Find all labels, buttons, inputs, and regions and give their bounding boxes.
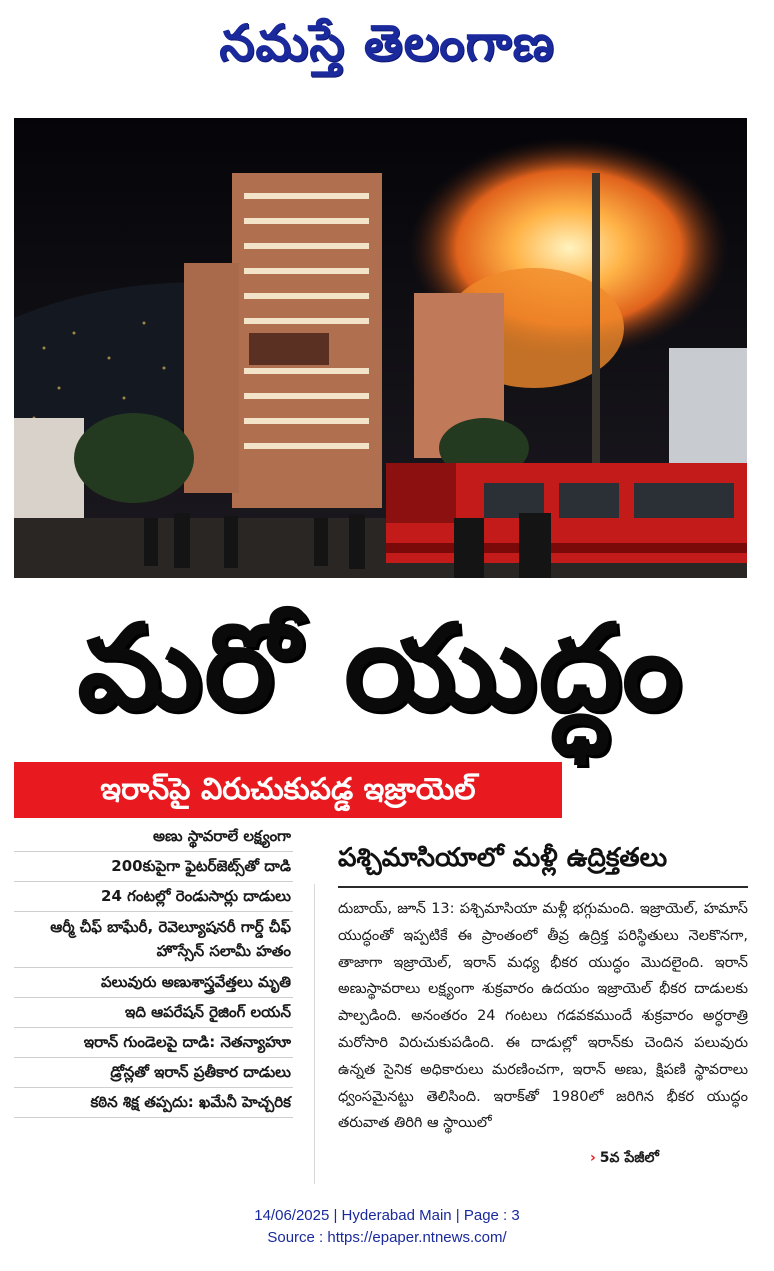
highlight-item: కఠిన శిక్ష తప్పదు: ఖమేనీ హెచ్చరిక xyxy=(14,1088,293,1118)
heading-rule xyxy=(338,886,748,888)
highlights-list xyxy=(14,822,293,1118)
arrow-right-icon: › xyxy=(590,1150,596,1166)
continued-link[interactable] xyxy=(590,1145,659,1171)
highlight-item: 200కుపైగా ఫైటర్‌జెట్స్‌తో దాడి xyxy=(14,852,293,882)
lead-photo xyxy=(14,118,747,578)
edition-info: 14/06/2025 | Hyderabad Main | Page : 3 xyxy=(254,1207,520,1224)
fire-scene-illustration xyxy=(14,118,747,578)
source-link[interactable]: Source : https://epaper.ntnews.com/ xyxy=(267,1229,507,1246)
story-heading: పశ్చిమాసియాలో మళ్లీ ఉద్రిక్తతలు xyxy=(338,843,668,873)
masthead-title: నమస్తే తెలంగాణ xyxy=(219,14,555,72)
sub-headline: ఇరాన్‌పై విరుచుకుపడ్డ ఇజ్రాయెల్ xyxy=(14,762,562,818)
highlight-item: ఇరాన్ గుండెలపై దాడి: నెతన్యాహూ xyxy=(14,1028,293,1058)
story-body: దుబాయ్, జూన్ 13: పశ్చిమాసియా మళ్లీ భగ్గుమంది. ఇజ్రాయెల్, హమాస్ యుద్ధంతో ఇప్పటికే ఈ ప్రాంతంలో తీవ్ర ఉద్రిక్త పరిస్థితులు నెలకొనగా, తాజాగా ఇజ్రాయెల్, ఇరాన్ మధ్య భీకర యుద్ధం మొదలైంది. ఇరాన్ అణుస్థావరాలు లక్ష్యంగా శుక్రవారం ఉదయం ఇజ్రాయెల్ భీకర దాడులకు పాల్పడింది. అనంతరం 24 గంటలు గడవకముందే శుక్రవారం అర్ధరాత్రి మరోసారి విరుచుకుపడింది. ఈ దాడుల్లో ఇరాన్‌కు చెందిన పలువురు ఉన్నత సైనిక అధికారులు మరణించగా, ఇరాన్ అణు, క్షిపణి స్థావరాలు ధ్వంసమైనట్టు తెలిసింది. ఇరాక్‌తో 1980లో జరిగిన భీకర యుద్ధం తరువాత తిరిగి ఆ స్థాయిలో xyxy=(338,901,748,1132)
column-divider xyxy=(314,884,315,1184)
highlight-item: ఆర్మీ చీఫ్ బాఘేరీ, రెవెల్యూషనరీ గార్డ్ చీఫ్ హొస్సేన్ సలామీ హతం xyxy=(14,912,293,968)
highlight-item: పలువురు అణుశాస్త్రవేత్తలు మృతి xyxy=(14,968,293,998)
highlight-item: అణు స్థావరాలే లక్ష్యంగా xyxy=(14,822,293,852)
highlight-item: 24 గంటల్లో రెండుసార్లు దాడులు xyxy=(14,882,293,912)
continued-label: 5వ పేజీలో xyxy=(599,1150,659,1166)
highlight-item: ఇది ఆపరేషన్ రైజింగ్ లయన్ xyxy=(14,998,293,1028)
highlight-item: డ్రోన్లతో ఇరాన్ ప్రతీకార దాడులు xyxy=(14,1058,293,1088)
main-headline: మరో యుద్ధం xyxy=(77,598,684,736)
